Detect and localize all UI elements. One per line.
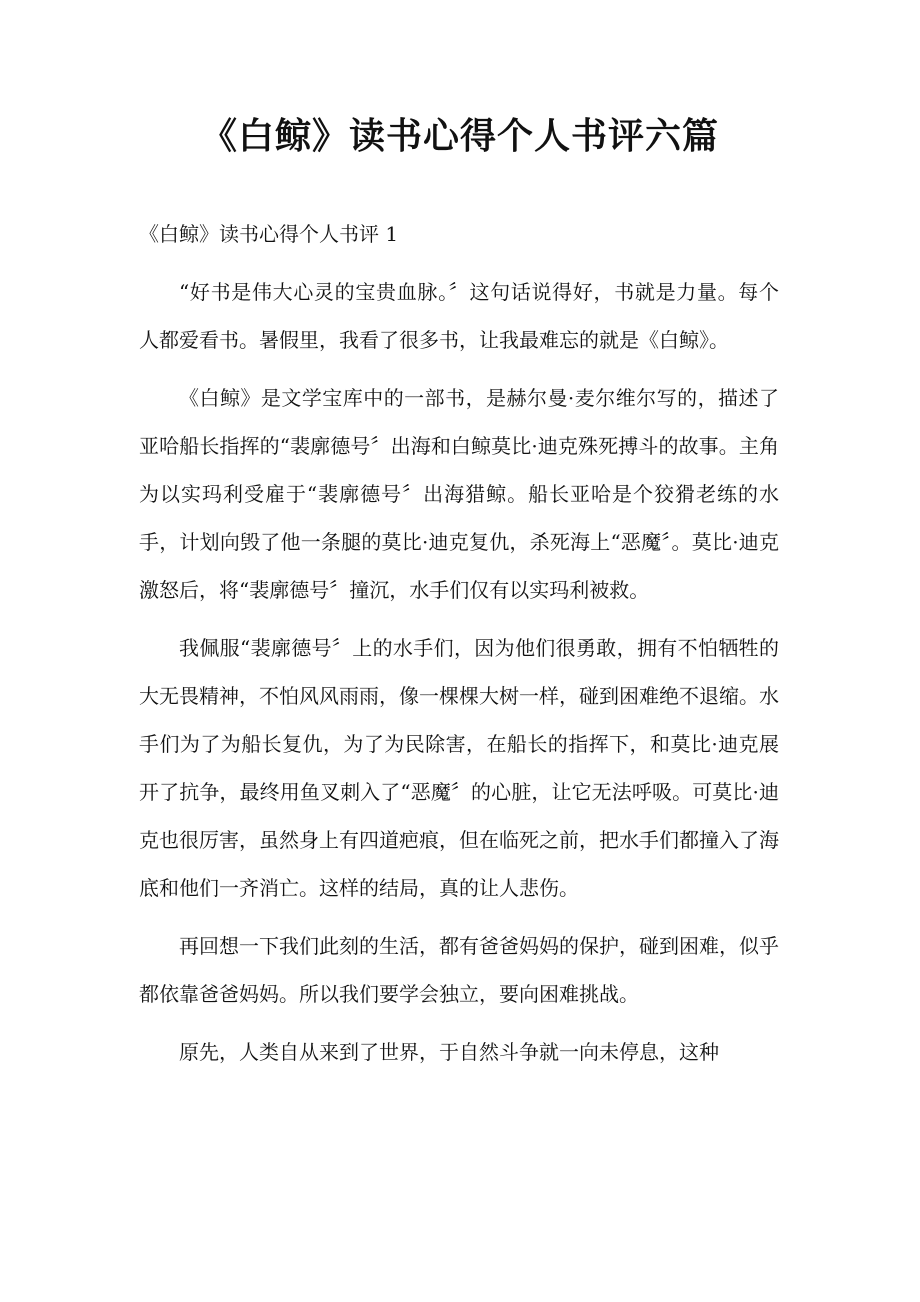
document-title: 《白鲸》读书心得个人书评六篇 [200,115,719,157]
document-body [139,210,779,1086]
paragraph-4: 再回想一下我们此刻的生活，都有爸爸妈妈的保护，碰到困难，似乎都依靠爸爸妈妈。所以我们要学会独立，要向困难挑战。 [139,934,779,1006]
paragraph-1: “好书是伟大心灵的宝贵血脉。〞这句话说得好，书就是力量。每个人都爱看书。暑假里，我看了很多书，让我最难忘的就是《白鲸》。 [139,280,779,352]
paragraph-3: 我佩服“裴廓德号〞上的水手们，因为他们很勇敢，拥有不怕牺牲的大无畏精神，不怕风风雨雨，像一棵棵大树一样，碰到困难绝不退缩。水手们为了为船长复仇，为了为民除害，在船长的指挥下，和莫比·迪克展开了抗争，最终用鱼叉刺入了“恶魔〞的心脏，让它无法呼吸。可莫比·迪克也很厉害，虽然身上有四道疤痕，但在临死之前，把水手们都撞入了海底和他们一齐消亡。这样的结局，真的让人悲伤。 [139,636,779,900]
section-heading: 《白鲸》读书心得个人书评 1 [139,222,399,246]
paragraph-5: 原先，人类自从来到了世界，于自然斗争就一向未停息，这种 [179,1040,719,1064]
paragraph-2: 《白鲸》是文学宝库中的一部书，是赫尔曼·麦尔维尔写的，描述了亚哈船长指挥的“裴廓德号〞出海和白鲸莫比·迪克殊死搏斗的故事。主角为以实玛利受雇于“裴廓德号〞出海猎鲸。船长亚哈是个狡猾老练的水手，计划向毁了他一条腿的莫比·迪克复仇，杀死海上“恶魔〞。莫比·迪克激怒后，将“裴廓德号〞撞沉，水手们仅有以实玛利被救。 [139,386,779,602]
